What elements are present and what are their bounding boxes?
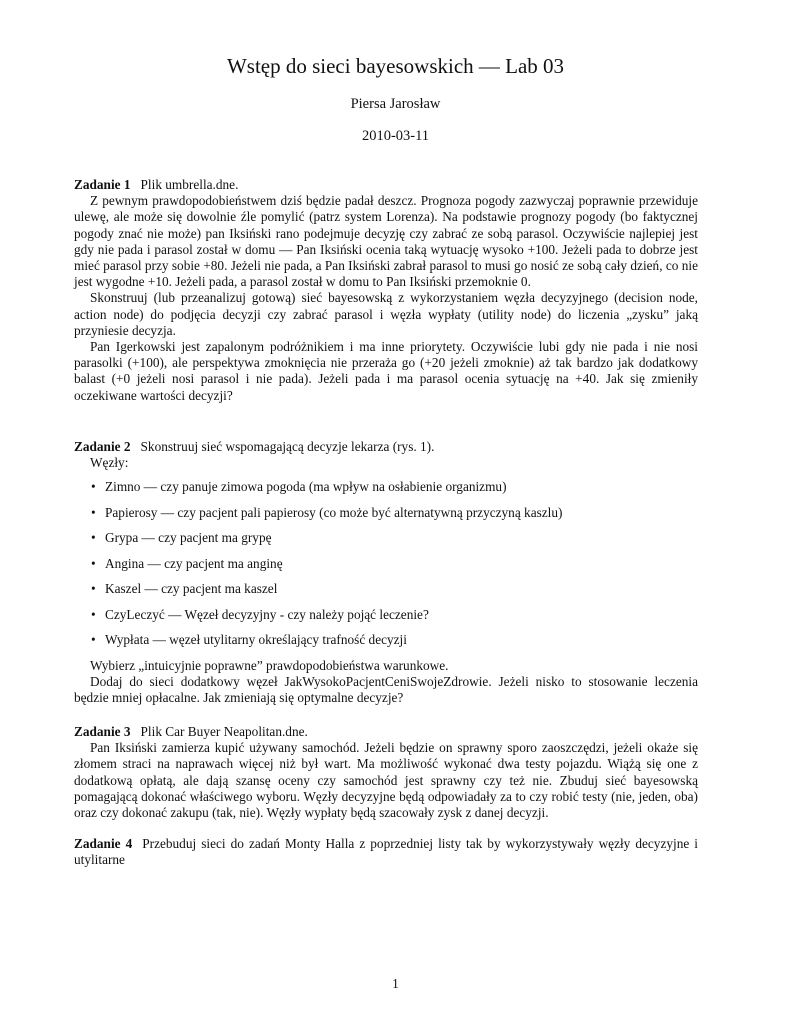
task-1-label: Zadanie 1 [74, 177, 131, 192]
list-item-text: Zimno — czy panuje zimowa pogoda (ma wpływ na osłabienie organizmu) [105, 479, 507, 495]
task-3-heading-line [74, 724, 698, 740]
list-item [74, 556, 698, 582]
bullet-icon: • [91, 606, 96, 622]
task-2-heading-line [74, 439, 698, 455]
task-1-lead: Plik umbrella.dne. [140, 177, 239, 192]
page-number: 1 [392, 976, 399, 991]
task-1-heading-line [74, 177, 698, 193]
task-4-section [74, 836, 698, 868]
bullet-icon: • [91, 555, 96, 571]
document-date: 2010-03-11 [361, 128, 430, 144]
task-2-paragraph: Wybierz „intuicyjnie poprawne” prawdopodobieństwa warunkowe. [90, 657, 449, 673]
task-2-nodes-label: Węzły: [90, 455, 129, 471]
task-4-label: Zadanie 4 [74, 836, 133, 851]
task-4-lead: Przebuduj sieci do zadań Monty Halla z poprzedniej listy tak by wykorzystywały węzły decyzyjne i utylitarne [74, 836, 698, 868]
task-2-section [74, 439, 698, 707]
task-4-heading-line [74, 836, 698, 868]
list-item-text: Grypa — czy pacjent ma grypę [105, 530, 272, 546]
bullet-icon: • [91, 581, 96, 597]
list-item-text: Angina — czy pacjent ma anginę [105, 555, 283, 571]
task-2-node-list [74, 479, 698, 658]
list-item-text: Papierosy — czy pacjent pali papierosy (co może być alternatywną przyczyną kaszlu) [105, 504, 563, 520]
task-3-lead: Plik Car Buyer Neapolitan.dne. [140, 724, 308, 739]
list-item-text: Wypłata — węzeł utylitarny określający trafność decyzji [105, 632, 407, 648]
task-1-paragraph: Pan Igerkowski jest zapalonym podróżnikiem i ma inne priorytety. Oczywiście lubi gdy nie pada i nie nosi parasolki (+100), ale perspektywa zmoknięcia nie przeraża go (+20 jeżeli zmoknie) aż tak bardzo jak dodatkowy balast (+0 jeżeli nosi parasol i nie pada). Jeżeli pada i ma parasol ocenia sytuację na +40. Jak się zmieniły oczekiwane wartości decyzji? [74, 339, 698, 403]
task-1-section [74, 177, 698, 404]
task-1-paragraph: Z pewnym prawdopodobieństwem dziś będzie padał deszcz. Prognoza pogody zazwyczaj poprawnie przewiduje ulewę, ale może się dowolnie źle pomylić (patrz system Lorenza). Na podstawie prognozy pogody (bo faktycznej pogody znać nie może) pan Iksiński rano podejmuje decyzję czy zabrać ze sobą parasol. Oczywiście najlepiej jest gdy nie pada i parasol został w domu — Pan Iksiński ocenia taką wytuację wysoko +100. Jeżeli pada to dobrze jest mieć parasol przy sobie +80. Jeżeli nie pada, a Pan Iksiński zabrał parasol to musi go nosić ze sobą cały dzień, co nie jest wygodne +10. Jeżeli pada, a parasol został w domu to Pan Iksiński przemoknie 0. [74, 193, 698, 290]
bullet-icon: • [91, 504, 96, 520]
list-item-text: Kaszel — czy pacjent ma kaszel [105, 581, 278, 597]
list-item [74, 607, 698, 633]
list-item [74, 530, 698, 556]
task-1-paragraph: Skonstruuj (lub przeanalizuj gotową) sieć bayesowską z wykorzystaniem węzła decyzyjnego (decision node, action node) do podjęcia decyzji czy zabrać parasol i węzła wypłaty (utility node) do liczenia „zysku” jaką przyniesie decyzja. [74, 290, 698, 338]
document-title: Wstęp do sieci bayesowskich — Lab 03 [226, 54, 565, 78]
bullet-icon: • [91, 632, 96, 648]
list-item [74, 632, 698, 658]
task-3-section [74, 724, 698, 821]
task-3-label: Zadanie 3 [74, 724, 131, 739]
list-item [74, 505, 698, 531]
list-item [74, 581, 698, 607]
task-2-lead: Skonstruuj sieć wspomagającą decyzje lekarza (rys. 1). [140, 439, 435, 454]
bullet-icon: • [91, 530, 96, 546]
list-item [74, 479, 698, 505]
task-2-paragraph: Dodaj do sieci dodatkowy węzeł JakWysokoPacjentCeniSwojeZdrowie. Jeżeli nisko to stosowanie leczenia będzie mniej opłacalne. Jak zmieniają się optymalne decyzje? [74, 674, 698, 706]
list-item-text: CzyLeczyć — Węzeł decyzyjny - czy należy pojąć leczenie? [105, 606, 429, 622]
bullet-icon: • [91, 479, 96, 495]
task-3-paragraph: Pan Iksiński zamierza kupić używany samochód. Jeżeli będzie on sprawny sporo zaoszczędzi, jeżeli okaże się złomem straci na naprawach więcej niż był wart. Ma możliwość wykonać dwa testy pojazdu. Wiążą się one z dodatkową opłatą, ale dają szansę oceny czy samochód jest sprawny czy też nie. Zbuduj sieć bayesowską pomagającą dokonać właściwego wyboru. Węzły decyzyjne będą odpowiadały za to czy robić testy (nie, jeden, oba) oraz czy dokonać zakupu (tak, nie). Węzły wypłaty będą szacowały zysk z danej decyzji. [74, 740, 698, 821]
document-author: Piersa Jarosław [350, 96, 441, 112]
task-2-label: Zadanie 2 [74, 439, 131, 454]
